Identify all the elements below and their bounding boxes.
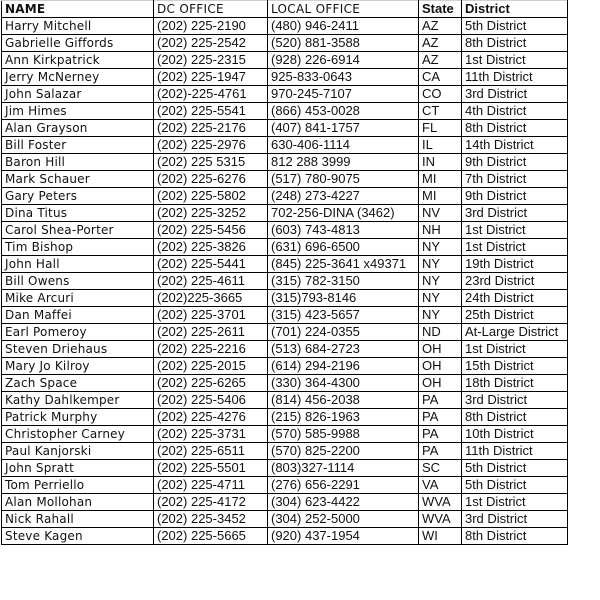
cell-dc-office: (202) 225-2611 xyxy=(154,324,268,341)
cell-district: 11th District xyxy=(462,69,568,86)
cell-name: Steve Kagen xyxy=(2,528,154,545)
cell-state: OH xyxy=(419,341,462,358)
cell-dc-office: (202) 225-4711 xyxy=(154,477,268,494)
cell-local-office: (330) 364-4300 xyxy=(268,375,419,392)
table-row xyxy=(2,341,568,358)
cell-district: 3rd District xyxy=(462,205,568,222)
table-row xyxy=(2,273,568,290)
table-row xyxy=(2,35,568,52)
cell-name: Bill Foster xyxy=(2,137,154,154)
table-row xyxy=(2,290,568,307)
cell-name: Jim Himes xyxy=(2,103,154,120)
table-row xyxy=(2,494,568,511)
cell-district: 19th District xyxy=(462,256,568,273)
cell-name: Carol Shea-Porter xyxy=(2,222,154,239)
cell-name: Mike Arcuri xyxy=(2,290,154,307)
cell-name: Alan Mollohan xyxy=(2,494,154,511)
cell-state: IL xyxy=(419,137,462,154)
cell-local-office: (928) 226-6914 xyxy=(268,52,419,69)
cell-name: Gabrielle Giffords xyxy=(2,35,154,52)
cell-local-office: (845) 225-3641 x49371 xyxy=(268,256,419,273)
table-row xyxy=(2,86,568,103)
table-row xyxy=(2,137,568,154)
cell-district: 1st District xyxy=(462,239,568,256)
cell-name: Steven Driehaus xyxy=(2,341,154,358)
cell-state: PA xyxy=(419,426,462,443)
table-row xyxy=(2,239,568,256)
table-row xyxy=(2,205,568,222)
cell-state: NY xyxy=(419,307,462,324)
cell-name: Mary Jo Kilroy xyxy=(2,358,154,375)
cell-state: CO xyxy=(419,86,462,103)
cell-name: Dan Maffei xyxy=(2,307,154,324)
cell-name: Bill Owens xyxy=(2,273,154,290)
cell-dc-office: (202) 225-6265 xyxy=(154,375,268,392)
cell-local-office: (304) 252-5000 xyxy=(268,511,419,528)
cell-state: IN xyxy=(419,154,462,171)
header-district: District xyxy=(462,1,568,18)
cell-local-office: (215) 826-1963 xyxy=(268,409,419,426)
cell-state: AZ xyxy=(419,52,462,69)
cell-state: MI xyxy=(419,188,462,205)
table-row xyxy=(2,120,568,137)
cell-name: Mark Schauer xyxy=(2,171,154,188)
cell-state: PA xyxy=(419,443,462,460)
cell-name: Paul Kanjorski xyxy=(2,443,154,460)
cell-local-office: (701) 224-0355 xyxy=(268,324,419,341)
cell-local-office: 812 288 3999 xyxy=(268,154,419,171)
cell-dc-office: (202)225-3665 xyxy=(154,290,268,307)
table-row xyxy=(2,358,568,375)
table-row xyxy=(2,171,568,188)
cell-state: PA xyxy=(419,392,462,409)
table-row xyxy=(2,324,568,341)
cell-dc-office: (202) 225-4276 xyxy=(154,409,268,426)
cell-state: OH xyxy=(419,375,462,392)
cell-local-office: (570) 825-2200 xyxy=(268,443,419,460)
cell-dc-office: (202) 225-6511 xyxy=(154,443,268,460)
cell-district: 5th District xyxy=(462,460,568,477)
cell-district: 23rd District xyxy=(462,273,568,290)
cell-state: AZ xyxy=(419,18,462,35)
cell-district: 5th District xyxy=(462,18,568,35)
cell-local-office: (304) 623-4422 xyxy=(268,494,419,511)
cell-dc-office: (202) 225-5802 xyxy=(154,188,268,205)
cell-district: 8th District xyxy=(462,409,568,426)
cell-district: 18th District xyxy=(462,375,568,392)
table-row xyxy=(2,460,568,477)
cell-dc-office: (202) 225-2976 xyxy=(154,137,268,154)
cell-state: AZ xyxy=(419,35,462,52)
cell-district: 24th District xyxy=(462,290,568,307)
cell-name: Earl Pomeroy xyxy=(2,324,154,341)
header-row xyxy=(2,1,568,18)
cell-dc-office: (202) 225-5456 xyxy=(154,222,268,239)
cell-name: John Salazar xyxy=(2,86,154,103)
cell-district: 9th District xyxy=(462,154,568,171)
cell-local-office: (513) 684-2723 xyxy=(268,341,419,358)
cell-state: VA xyxy=(419,477,462,494)
cell-name: Gary Peters xyxy=(2,188,154,205)
cell-local-office: (520) 881-3588 xyxy=(268,35,419,52)
table-row xyxy=(2,392,568,409)
cell-dc-office: (202) 225-5541 xyxy=(154,103,268,120)
cell-district: 3rd District xyxy=(462,86,568,103)
cell-district: At-Large District xyxy=(462,324,568,341)
table-row xyxy=(2,409,568,426)
table-row xyxy=(2,69,568,86)
table-row xyxy=(2,256,568,273)
cell-dc-office: (202) 225-3701 xyxy=(154,307,268,324)
cell-name: John Spratt xyxy=(2,460,154,477)
cell-state: CA xyxy=(419,69,462,86)
cell-district: 5th District xyxy=(462,477,568,494)
cell-dc-office: (202) 225-2315 xyxy=(154,52,268,69)
cell-state: SC xyxy=(419,460,462,477)
cell-district: 3rd District xyxy=(462,392,568,409)
cell-state: WI xyxy=(419,528,462,545)
cell-name: Kathy Dahlkemper xyxy=(2,392,154,409)
cell-dc-office: (202) 225-6276 xyxy=(154,171,268,188)
representatives-table xyxy=(1,0,568,545)
table-row xyxy=(2,307,568,324)
cell-name: John Hall xyxy=(2,256,154,273)
cell-state: NY xyxy=(419,239,462,256)
cell-district: 1st District xyxy=(462,222,568,239)
cell-local-office: (315) 782-3150 xyxy=(268,273,419,290)
table-row xyxy=(2,528,568,545)
cell-local-office: (407) 841-1757 xyxy=(268,120,419,137)
cell-name: Christopher Carney xyxy=(2,426,154,443)
cell-local-office: 925-833-0643 xyxy=(268,69,419,86)
cell-dc-office: (202) 225-5665 xyxy=(154,528,268,545)
cell-local-office: (315)793-8146 xyxy=(268,290,419,307)
cell-local-office: (631) 696-6500 xyxy=(268,239,419,256)
cell-name: Alan Grayson xyxy=(2,120,154,137)
cell-district: 8th District xyxy=(462,120,568,137)
cell-dc-office: (202) 225-2216 xyxy=(154,341,268,358)
cell-dc-office: (202) 225-4172 xyxy=(154,494,268,511)
cell-state: PA xyxy=(419,409,462,426)
header-state: State xyxy=(419,1,462,18)
cell-local-office: (570) 585-9988 xyxy=(268,426,419,443)
cell-district: 10th District xyxy=(462,426,568,443)
cell-name: Baron Hill xyxy=(2,154,154,171)
cell-state: NV xyxy=(419,205,462,222)
table-row xyxy=(2,154,568,171)
cell-name: Nick Rahall xyxy=(2,511,154,528)
cell-dc-office: (202) 225-1947 xyxy=(154,69,268,86)
cell-state: FL xyxy=(419,120,462,137)
cell-state: MI xyxy=(419,171,462,188)
cell-district: 1st District xyxy=(462,52,568,69)
cell-local-office: (803)327-1114 xyxy=(268,460,419,477)
table-row xyxy=(2,103,568,120)
cell-state: NY xyxy=(419,290,462,307)
cell-state: NY xyxy=(419,256,462,273)
cell-district: 15th District xyxy=(462,358,568,375)
table-row xyxy=(2,222,568,239)
table-body xyxy=(2,18,568,545)
cell-dc-office: (202) 225-5406 xyxy=(154,392,268,409)
cell-local-office: (866) 453-0028 xyxy=(268,103,419,120)
cell-dc-office: (202) 225 5315 xyxy=(154,154,268,171)
cell-dc-office: (202) 225-3731 xyxy=(154,426,268,443)
cell-state: CT xyxy=(419,103,462,120)
cell-local-office: (276) 656-2291 xyxy=(268,477,419,494)
cell-dc-office: (202) 225-2190 xyxy=(154,18,268,35)
cell-name: Patrick Murphy xyxy=(2,409,154,426)
header-dc-office: DC OFFICE xyxy=(154,1,268,18)
table-row xyxy=(2,188,568,205)
cell-dc-office: (202) 225-3452 xyxy=(154,511,268,528)
cell-district: 8th District xyxy=(462,35,568,52)
cell-name: Dina Titus xyxy=(2,205,154,222)
cell-local-office: (614) 294-2196 xyxy=(268,358,419,375)
table-row xyxy=(2,426,568,443)
cell-local-office: (315) 423-5657 xyxy=(268,307,419,324)
cell-local-office: 630-406-1114 xyxy=(268,137,419,154)
cell-name: Harry Mitchell xyxy=(2,18,154,35)
cell-district: 9th District xyxy=(462,188,568,205)
cell-district: 11th District xyxy=(462,443,568,460)
table-row xyxy=(2,477,568,494)
cell-dc-office: (202) 225-4611 xyxy=(154,273,268,290)
cell-state: NH xyxy=(419,222,462,239)
table-row xyxy=(2,375,568,392)
cell-local-office: (480) 946-2411 xyxy=(268,18,419,35)
table-row xyxy=(2,52,568,69)
table-row xyxy=(2,18,568,35)
cell-name: Ann Kirkpatrick xyxy=(2,52,154,69)
cell-dc-office: (202) 225-3826 xyxy=(154,239,268,256)
cell-name: Tim Bishop xyxy=(2,239,154,256)
cell-district: 14th District xyxy=(462,137,568,154)
cell-local-office: (920) 437-1954 xyxy=(268,528,419,545)
table-row xyxy=(2,511,568,528)
cell-name: Zach Space xyxy=(2,375,154,392)
cell-name: Tom Perriello xyxy=(2,477,154,494)
cell-dc-office: (202)-225-4761 xyxy=(154,86,268,103)
cell-dc-office: (202) 225-2015 xyxy=(154,358,268,375)
cell-district: 7th District xyxy=(462,171,568,188)
cell-dc-office: (202) 225-5501 xyxy=(154,460,268,477)
cell-local-office: 970-245-7107 xyxy=(268,86,419,103)
cell-dc-office: (202) 225-5441 xyxy=(154,256,268,273)
cell-state: NY xyxy=(419,273,462,290)
cell-state: OH xyxy=(419,358,462,375)
cell-dc-office: (202) 225-3252 xyxy=(154,205,268,222)
cell-local-office: (517) 780-9075 xyxy=(268,171,419,188)
cell-state: ND xyxy=(419,324,462,341)
cell-district: 1st District xyxy=(462,341,568,358)
table-row xyxy=(2,443,568,460)
header-local-office: LOCAL OFFICE xyxy=(268,1,419,18)
cell-dc-office: (202) 225-2542 xyxy=(154,35,268,52)
contacts-sheet xyxy=(1,0,568,545)
cell-local-office: (814) 456-2038 xyxy=(268,392,419,409)
cell-state: WVA xyxy=(419,494,462,511)
cell-district: 25th District xyxy=(462,307,568,324)
cell-state: WVA xyxy=(419,511,462,528)
cell-district: 8th District xyxy=(462,528,568,545)
cell-name: Jerry McNerney xyxy=(2,69,154,86)
header-name: NAME xyxy=(2,1,154,18)
cell-district: 1st District xyxy=(462,494,568,511)
cell-dc-office: (202) 225-2176 xyxy=(154,120,268,137)
cell-district: 3rd District xyxy=(462,511,568,528)
cell-local-office: (248) 273-4227 xyxy=(268,188,419,205)
cell-district: 4th District xyxy=(462,103,568,120)
cell-local-office: 702-256-DINA (3462) xyxy=(268,205,419,222)
cell-local-office: (603) 743-4813 xyxy=(268,222,419,239)
